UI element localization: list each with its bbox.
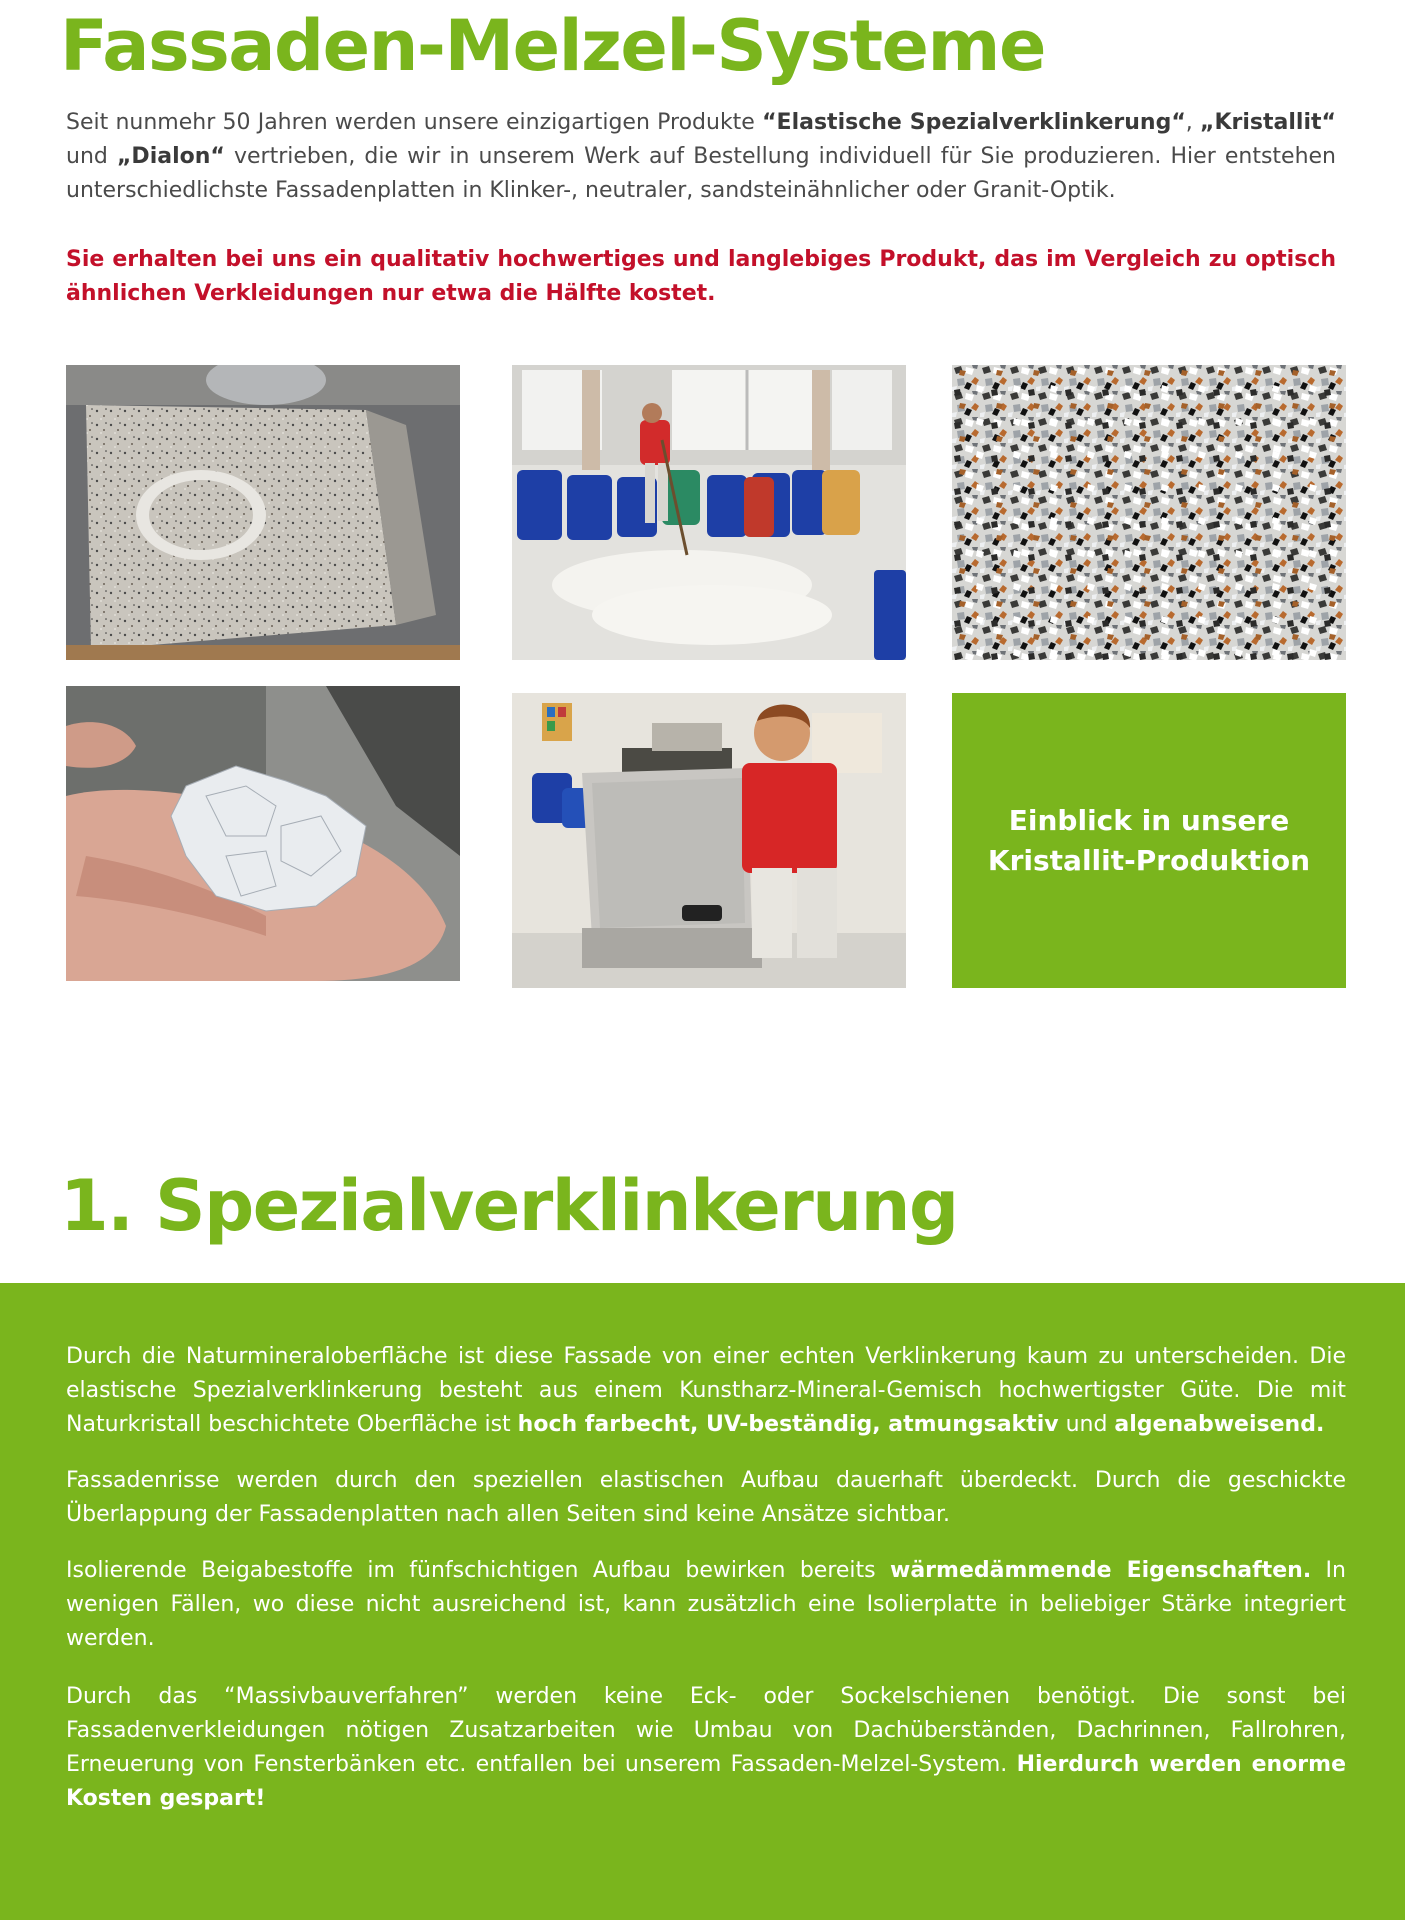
paragraph-text: Isolierende Beigabestoffe im fünfschichtigen Aufbau bewirken bereits (66, 1558, 891, 1583)
photo-worker-panel (512, 693, 906, 988)
section-paragraph-2: Fassadenrisse werden durch den speziellen elastischen Aufbau dauerhaft überdeckt. Durch die geschickte Überlappung der Fassadenplatten nach allen Seiten sind keine Ansätze sichtbar. (66, 1468, 1346, 1527)
photo-hand-mica (66, 686, 460, 981)
paragraph-text: In wenigen Fällen, wo diese nicht ausreichend ist, kann zusätzlich eine Isolierplatte in beliebiger Stärke integriert werden. (66, 1558, 1346, 1651)
paragraph-bold: algenabweisend. (1114, 1412, 1325, 1437)
intro-text: Seit nunmehr 50 Jahren werden unsere einzigartigen Produkte (66, 110, 763, 135)
intro-text: , (1185, 110, 1201, 135)
section-paragraph-1 (66, 1340, 1346, 1442)
paragraph-bold: wärmedämmende Eigenschaften. (890, 1558, 1312, 1583)
cta-line-1: Einblick in unsere (1008, 803, 1290, 837)
intro-text: und (66, 144, 117, 169)
price-highlight: Sie erhalten bei uns ein qualitativ hochwertiges und langlebiges Produkt, das im Vergleich zu optisch ähnlichen Verkleidungen nur etwa die Hälfte kostet. (66, 247, 1336, 306)
production-insight-link[interactable] (952, 693, 1346, 988)
photo-worker-mixing (512, 365, 906, 660)
photo-granite-panel (66, 365, 460, 660)
paragraph-text: und (1058, 1412, 1115, 1437)
section-paragraph-4 (66, 1680, 1346, 1816)
page-title: Fassaden-Melzel-Systeme (60, 5, 1045, 87)
intro-paragraph (66, 106, 1336, 208)
product-name-kristallit: „Kristallit“ (1200, 110, 1336, 135)
product-name-dialon: „Dialon“ (116, 144, 225, 169)
intro-text: vertrieben, die wir in unserem Werk auf Bestellung individuell für Sie produzieren. Hier entstehen unterschiedlichste Fassadenplatten in Klinker-, neutraler, sandsteinähnlicher oder Granit-Optik. (66, 144, 1336, 203)
section-paragraph-3 (66, 1554, 1346, 1656)
paragraph-text: Durch das “Massivbauverfahren” werden keine Eck- oder Sockelschienen benötigt. Die sonst bei Fassadenverkleidungen nötigen Zusatzarbeiten wie Umbau von Dachüberständen, Dachrinnen, Fallrohren, Erneuerung von Fensterbänken etc. entfallen bei unserem Fassaden-Melzel-System. (66, 1684, 1346, 1777)
photo-crystal-granulate (952, 365, 1346, 660)
product-name-elastic: “Elastische Spezialverklinkerung“ (762, 110, 1186, 135)
section-title: 1. Spezialverklinkerung (60, 1165, 958, 1247)
paragraph-bold: Hierdurch werden enorme Kosten gespart! (66, 1752, 1346, 1811)
paragraph-bold: hoch farbecht, UV-beständig, atmungsaktiv (517, 1412, 1059, 1437)
cta-line-2: Kristallit-Produktion (987, 843, 1311, 877)
paragraph-text: Durch die Naturmineraloberfläche ist diese Fassade von einer echten Verklinkerung kaum zu unterscheiden. Die elastische Spezialverklinkerung besteht aus einem Kunstharz-Mineral-Gemisch hochwertigster Güte. Die mit Naturkristall beschichtete Oberfläche ist (66, 1344, 1346, 1437)
